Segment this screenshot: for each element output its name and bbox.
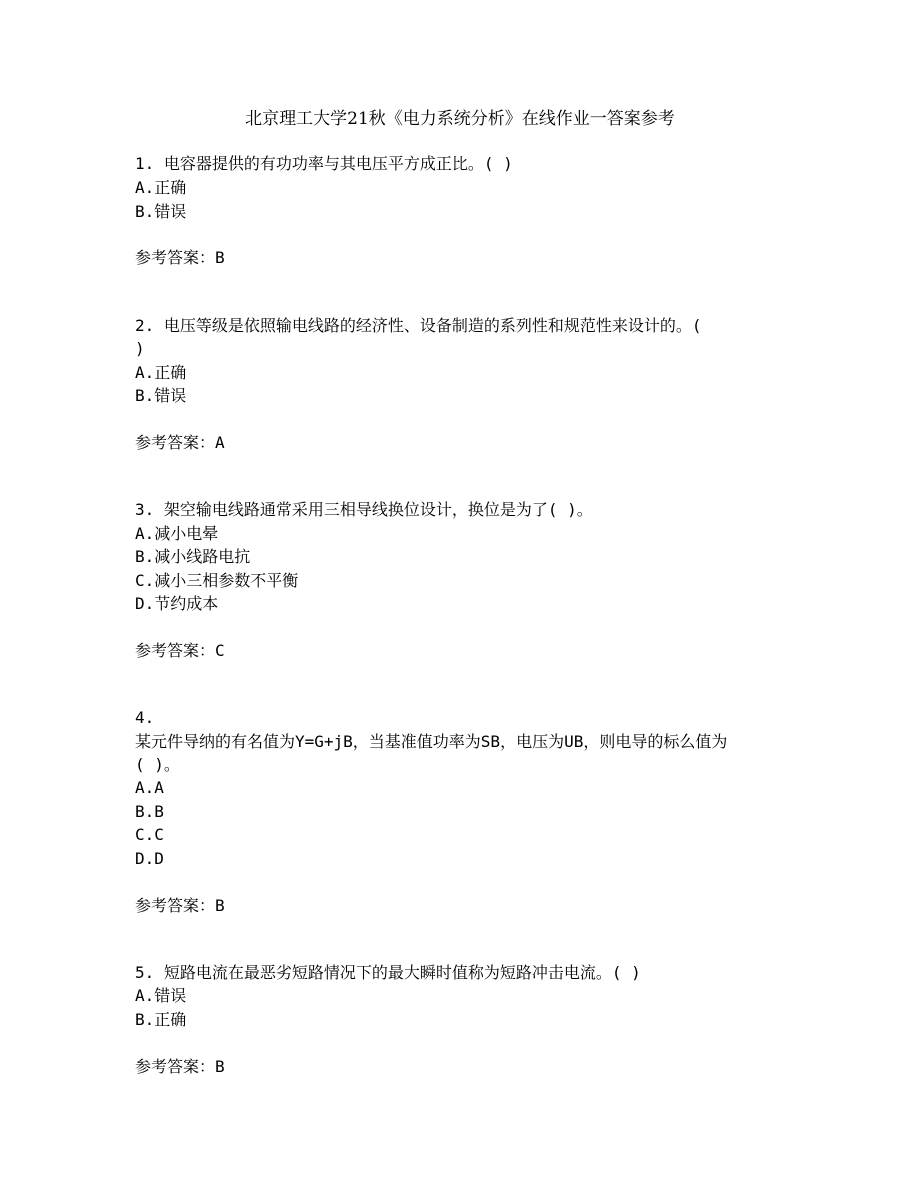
question-5-stem: 5. 短路电流在最恶劣短路情况下的最大瞬时值称为短路冲击电流。( ) bbox=[135, 963, 641, 982]
question-1-option-a: A.正确 bbox=[135, 178, 187, 197]
question-4-option-d: D.D bbox=[135, 849, 164, 868]
question-2-option-b: B.错误 bbox=[135, 386, 187, 405]
question-3-answer: 参考答案：C bbox=[135, 641, 225, 660]
question-4-answer: 参考答案：B bbox=[135, 896, 225, 915]
question-2-stem-line2: ) bbox=[135, 339, 145, 358]
question-2-stem-line1: 2. 电压等级是依照输电线路的经济性、设备制造的系列性和规范性来设计的。( bbox=[135, 316, 702, 335]
question-4-stem-line2: ( )。 bbox=[135, 755, 180, 774]
question-3-option-a: A.减小电晕 bbox=[135, 524, 219, 543]
question-4-stem-line1: 某元件导纳的有名值为Y=G+jB，当基准值功率为SB，电压为UB，则电导的标么值为 bbox=[135, 732, 728, 751]
question-5-answer: 参考答案：B bbox=[135, 1057, 225, 1076]
question-3-option-b: B.减小线路电抗 bbox=[135, 547, 251, 566]
question-2-answer: 参考答案：A bbox=[135, 433, 225, 452]
question-1-option-b: B.错误 bbox=[135, 202, 187, 221]
question-5-option-b: B.正确 bbox=[135, 1010, 187, 1029]
question-3-option-d: D.节约成本 bbox=[135, 594, 219, 613]
question-2-option-a: A.正确 bbox=[135, 363, 187, 382]
question-3-option-c: C.减小三相参数不平衡 bbox=[135, 571, 299, 590]
question-1-answer: 参考答案：B bbox=[135, 248, 225, 267]
document-title: 北京理工大学21秋《电力系统分析》在线作业一答案参考 bbox=[245, 109, 675, 129]
question-4-option-b: B.B bbox=[135, 802, 164, 821]
question-5-option-a: A.错误 bbox=[135, 986, 187, 1005]
question-4-number: 4. bbox=[135, 708, 155, 727]
question-4-option-c: C.C bbox=[135, 825, 164, 844]
question-4-option-a: A.A bbox=[135, 778, 164, 797]
question-3-stem: 3. 架空输电线路通常采用三相导线换位设计，换位是为了( )。 bbox=[135, 500, 593, 519]
question-1-stem: 1. 电容器提供的有功功率与其电压平方成正比。( ) bbox=[135, 154, 513, 173]
